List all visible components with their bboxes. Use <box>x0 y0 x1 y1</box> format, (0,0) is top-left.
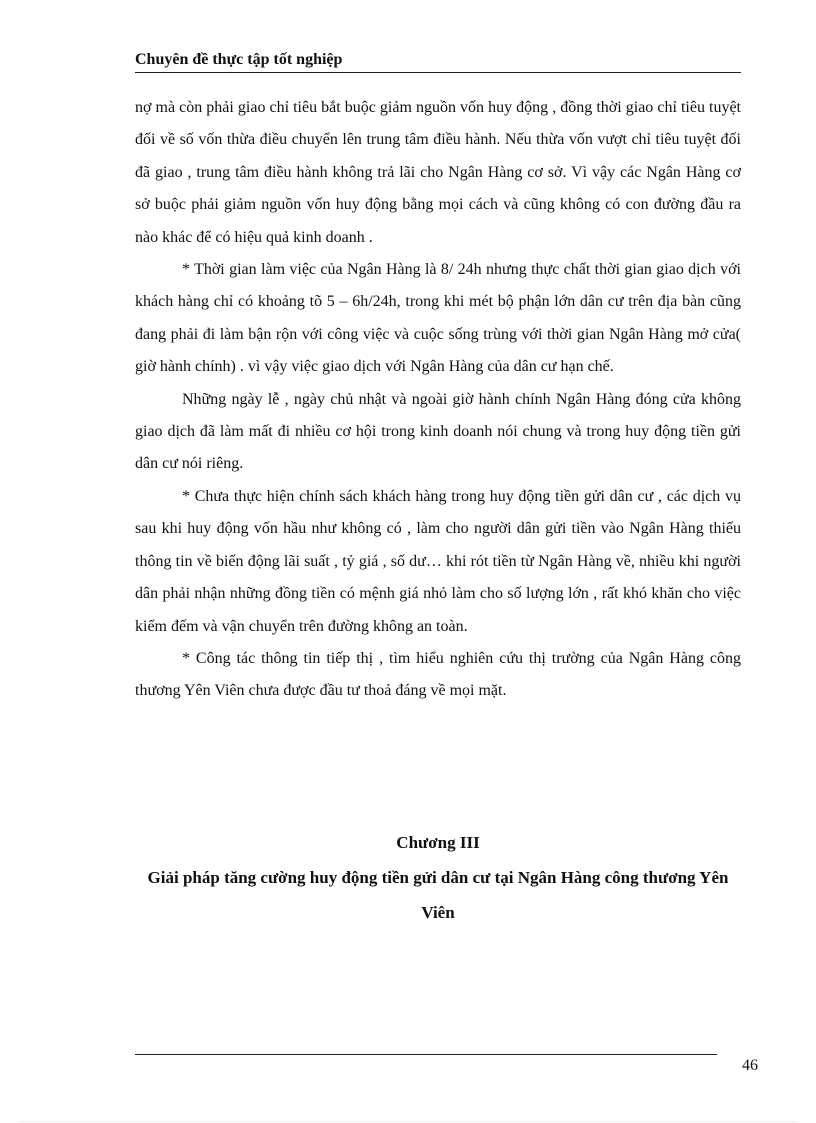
paragraph-1: nợ mà còn phải giao chỉ tiêu bắt buộc giảm nguồn vốn huy động , đồng thời giao chỉ tiêu tuyệt đối về số vốn thừa điều chuyển lên trung tâm điều hành. Nếu thừa vốn vượt chỉ tiêu tuyệt đối đã giao , trung tâm điều hành không trả lãi cho Ngân Hàng cơ sở. Vì vậy các Ngân Hàng cơ sở buộc phải giảm nguồn vốn huy động bằng mọi cách và cũng không có con đường đầu ra nào khác để có hiệu quả kinh doanh . <box>135 99 741 246</box>
chapter-heading <box>135 825 741 930</box>
paragraph-2: * Thời gian làm việc của Ngân Hàng là 8/ 24h nhưng thực chất thời gian giao dịch với khách hàng chỉ có khoảng tõ 5 – 6h/24h, trong khi mét bộ phận lớn dân cư trên địa bàn cũng đang phải đi làm bận rộn với công việc và cuộc sống trùng với thời gian Ngân Hàng mở cửa( giờ hành chính) . vì vậy việc giao dịch với Ngân Hàng của dân cư hạn chế. <box>135 261 741 376</box>
body-text <box>135 92 741 708</box>
paragraph-5: * Công tác thông tin tiếp thị , tìm hiểu nghiên cứu thị trường của Ngân Hàng công thương Yên Viên chưa được đầu tư thoả đáng về mọi mặt. <box>135 649 741 700</box>
paragraph-3: Những ngày lễ , ngày chủ nhật và ngoài giờ hành chính Ngân Hàng đóng cửa không giao dịch đã làm mất đi nhiều cơ hội trong kinh doanh nói chung và trong huy động tiền gửi dân cư nói riêng. <box>135 390 741 473</box>
chapter-number: Chương III <box>396 833 480 852</box>
running-header: Chuyên đề thực tập tốt nghiệp <box>135 50 741 73</box>
footer-divider <box>135 1054 717 1055</box>
page-edge <box>20 1121 796 1122</box>
chapter-title: Giải pháp tăng cường huy động tiền gửi dân cư tại Ngân Hàng công thương Yên Viên <box>147 868 729 922</box>
page-number: 46 <box>742 1057 758 1074</box>
paragraph-4: * Chưa thực hiện chính sách khách hàng trong huy động tiền gửi dân cư , các dịch vụ sau khi huy động vốn hầu như không có , làm cho người dân gửi tiền vào Ngân Hàng thiếu thông tin về biến động lãi suất , tỷ giá , số dư… khi rót tiền từ Ngân Hàng về, nhiều khi người dân phải nhận những đồng tiền có mệnh giá nhỏ làm cho số lượng lớn , rất khó khăn cho việc kiểm đếm và vận chuyển trên đường không an toàn. <box>135 487 741 635</box>
